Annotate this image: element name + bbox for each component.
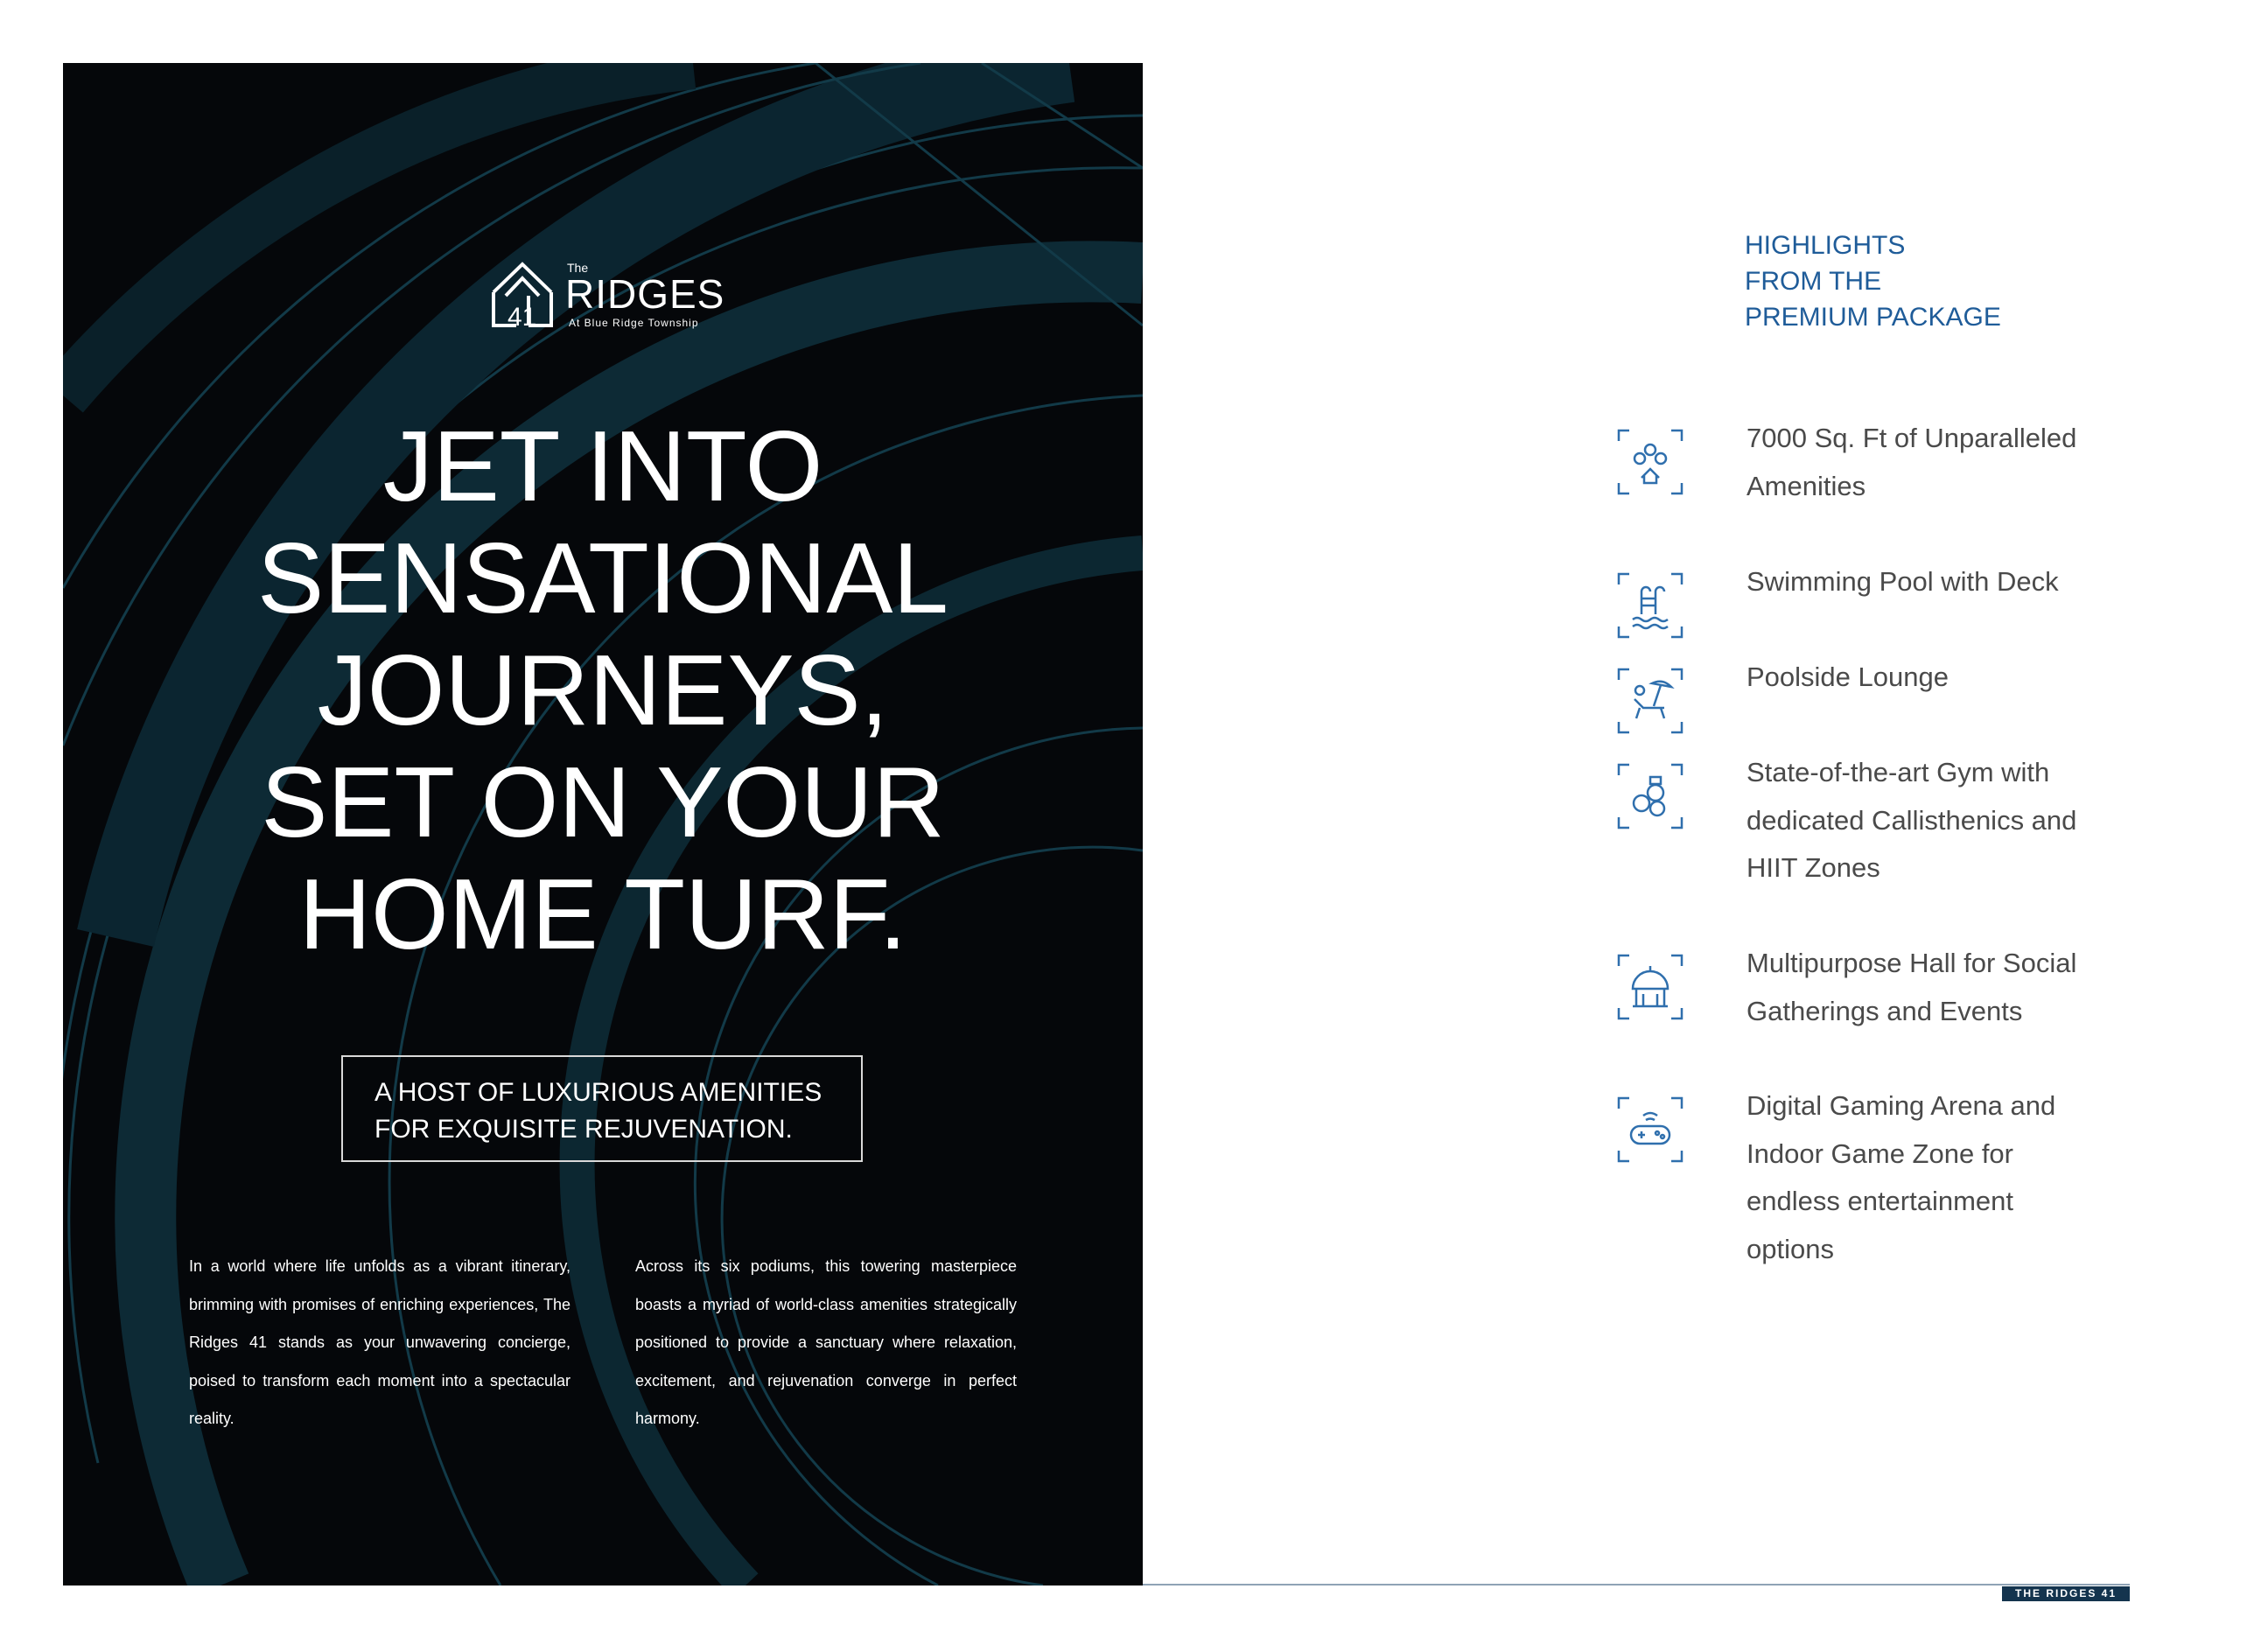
- highlights-title: [1745, 228, 2001, 335]
- headline-line: HOME TURF.: [298, 859, 907, 970]
- highlight-line: Gatherings and Events: [1746, 995, 2023, 1026]
- highlight-line: Digital Gaming Arena and: [1746, 1090, 2056, 1121]
- tagline-line: FOR EXQUISITE REJUVENATION.: [374, 1115, 793, 1144]
- highlights-title-line: HIGHLIGHTS: [1745, 231, 1906, 260]
- highlight-line: endless entertainment: [1746, 1186, 2014, 1216]
- intro-paragraph-right: Across its six podiums, this towering masterpiece boasts a myriad of world-class amenities strategically positioned to provide a sanctuary where relaxation, excitement, and rejuvenation converge in perfect harmony.: [635, 1257, 1017, 1427]
- highlight-line: dedicated Callisthenics and: [1746, 804, 2077, 836]
- highlight-line: Indoor Game Zone for: [1746, 1138, 2013, 1169]
- pool-icon: [1617, 572, 1684, 639]
- headline-line: JET INTO: [382, 411, 823, 522]
- highlight-item: [1746, 654, 2114, 702]
- brand-logo: [490, 261, 752, 329]
- highlight-line: Poolside Lounge: [1746, 662, 1949, 692]
- gym-icon: [1617, 763, 1684, 830]
- highlight-line: State-of-the-art Gym with: [1746, 757, 2050, 788]
- hall-icon: [1617, 954, 1684, 1020]
- footer-rule: [1143, 1584, 2130, 1586]
- highlights-title-line: FROM THE: [1745, 267, 1882, 296]
- headline-line: JOURNEYS,: [317, 635, 889, 746]
- lounge-chair-icon: [1617, 668, 1684, 734]
- intro-paragraph-left: In a world where life unfolds as a vibrant itinerary, brimming with promises of enriching experiences, The Ridges 41 stands as your unwavering concierge, poised to transform each moment into a spectacular reality.: [189, 1257, 570, 1427]
- highlight-line: HIIT Zones: [1746, 852, 1880, 883]
- hero-panel: [63, 63, 1143, 1586]
- highlight-line: options: [1746, 1233, 1834, 1264]
- highlight-item: [1746, 1082, 2114, 1273]
- highlight-item: [1746, 940, 2114, 1035]
- headline-line: SENSATIONAL: [257, 523, 948, 634]
- headline-line: SET ON YOUR: [261, 747, 945, 858]
- logo-mark-icon: [490, 261, 555, 329]
- headline: [63, 411, 1143, 971]
- highlight-item: [1746, 749, 2114, 892]
- highlight-line: Amenities: [1746, 470, 1866, 501]
- highlight-line: Swimming Pool with Deck: [1746, 566, 2059, 597]
- logo-subtitle-text: At Blue Ridge Township: [569, 317, 699, 329]
- highlight-item: [1746, 558, 2114, 606]
- tagline-line: A HOST OF LUXURIOUS AMENITIES: [374, 1078, 822, 1107]
- svg-text:41: 41: [508, 303, 537, 329]
- highlights-title-line: PREMIUM PACKAGE: [1745, 303, 2001, 332]
- highlight-item: [1746, 415, 2114, 510]
- footer-badge: THE RIDGES 41: [2002, 1586, 2130, 1601]
- amenities-icon: [1617, 429, 1684, 495]
- gamepad-icon: [1617, 1096, 1684, 1163]
- highlight-line: 7000 Sq. Ft of Unparalleled: [1746, 423, 2077, 453]
- tagline-box: [341, 1055, 863, 1162]
- logo-the-text: The: [567, 261, 589, 275]
- logo-name-text: RIDGES: [565, 271, 725, 317]
- highlight-line: Multipurpose Hall for Social: [1746, 948, 2077, 978]
